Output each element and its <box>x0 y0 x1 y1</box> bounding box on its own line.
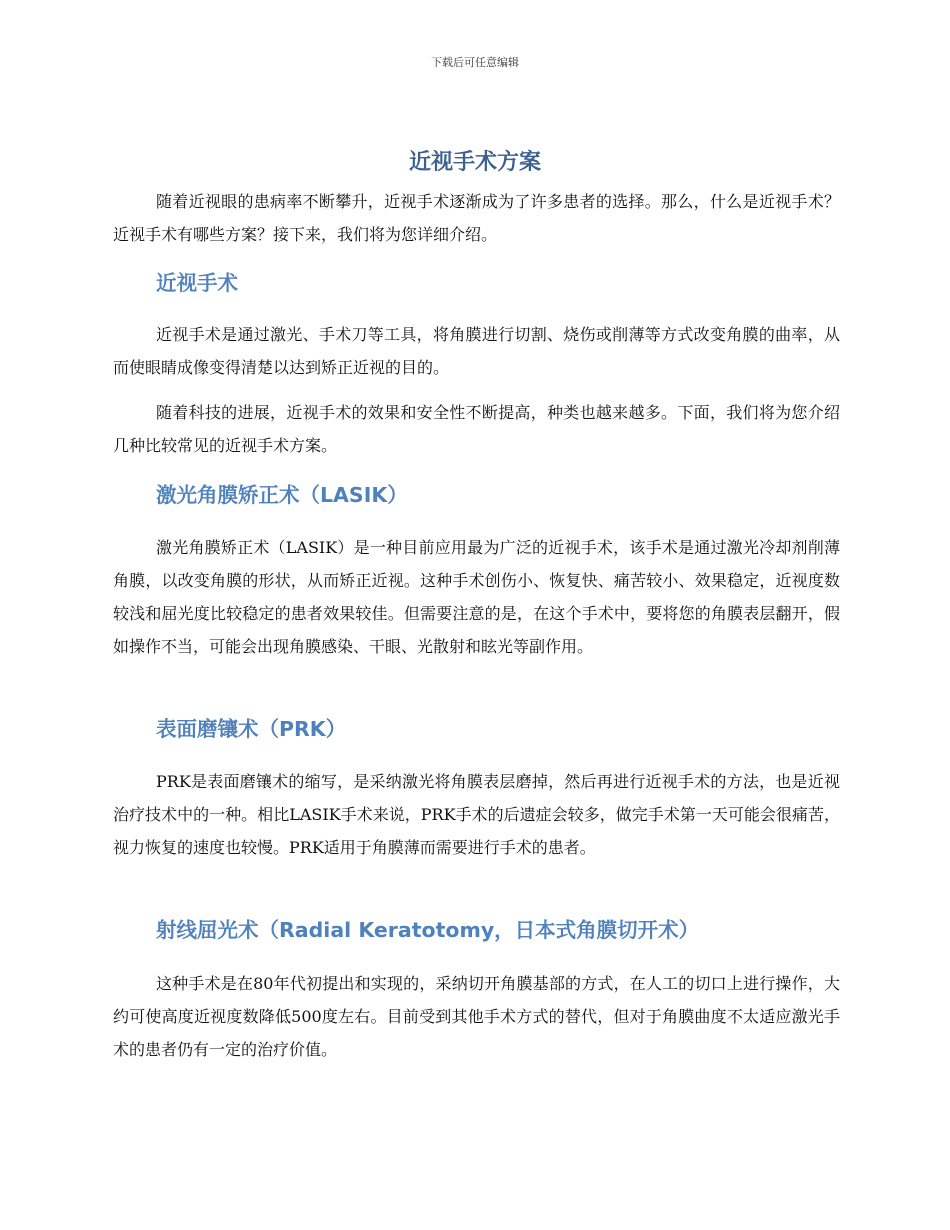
section-paragraph: 随着科技的进展，近视手术的效果和安全性不断提高，种类也越来越多。下面，我们将为您介绍几种比较常见的近视手术方案。 <box>113 403 840 455</box>
section-heading-radial-keratotomy: 射线屈光术（Radial Keratotomy，日本式角膜切开术） <box>156 918 700 942</box>
section-paragraph: 激光角膜矫正术（LASIK）是一种目前应用最为广泛的近视手术，该手术是通过激光冷却剂削薄角膜，以改变角膜的形状，从而矫正近视。这种手术创伤小、恢复快、痛苦较小、效果稳定，近视度数较浅和屈光度比较稳定的患者效果较佳。但需要注意的是，在这个手术中，要将您的角膜表层翻开，假如操作不当，可能会出现角膜感染、干眼、光散射和眩光等副作用。 <box>113 538 840 656</box>
page-header: 下载后可任意编辑 <box>431 56 519 69</box>
section-paragraph: 近视手术是通过激光、手术刀等工具，将角膜进行切割、烧伤或削薄等方式改变角膜的曲率，从而使眼睛成像变得清楚以达到矫正近视的目的。 <box>113 325 840 377</box>
section-paragraph: 这种手术是在80年代初提出和实现的，采纳切开角膜基部的方式，在人工的切口上进行操作，大约可使高度近视度数降低500度左右。目前受到其他手术方式的替代，但对于角膜曲度不太适应激光手术的患者仍有一定的治疗价值。 <box>113 974 840 1059</box>
document-title: 近视手术方案 <box>408 150 541 175</box>
section-heading-prk: 表面磨镶术（PRK） <box>156 717 347 741</box>
section-heading-lasik: 激光角膜矫正术（LASIK） <box>156 483 408 507</box>
section-paragraph: PRK是表面磨镶术的缩写，是采纳激光将角膜表层磨掉，然后再进行近视手术的方法，也是近视治疗技术中的一种。相比LASIK手术来说，PRK手术的后遗症会较多，做完手术第一天可能会很痛苦，视力恢复的速度也较慢。PRK适用于角膜薄而需要进行手术的患者。 <box>113 772 840 857</box>
intro-paragraph: 随着近视眼的患病率不断攀升，近视手术逐渐成为了许多患者的选择。那么，什么是近视手术？近视手术有哪些方案？接下来，我们将为您详细介绍。 <box>113 192 840 244</box>
section-heading-myopia-surgery: 近视手术 <box>156 271 238 295</box>
